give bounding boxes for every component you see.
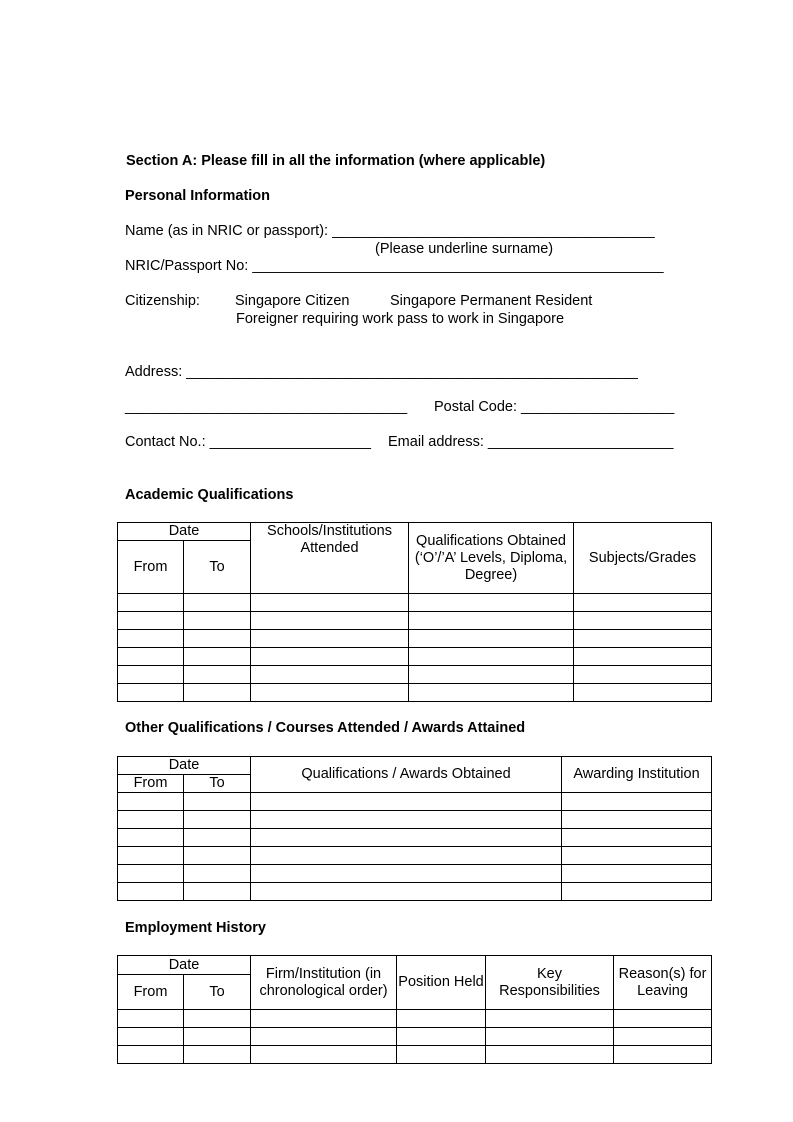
- table-cell[interactable]: [574, 630, 712, 648]
- table-row: [118, 594, 712, 612]
- contact-number-field[interactable]: Contact No.: ____________________: [125, 434, 371, 450]
- table-cell[interactable]: [118, 793, 184, 811]
- qualifications-awards-header: Qualifications / Awards Obtained: [251, 757, 562, 793]
- table-cell[interactable]: [251, 612, 409, 630]
- citizenship-option-citizen[interactable]: Singapore Citizen: [235, 293, 350, 309]
- table-cell[interactable]: [614, 1028, 712, 1046]
- table-cell[interactable]: [409, 594, 574, 612]
- table-cell[interactable]: [118, 1046, 184, 1064]
- table-cell[interactable]: [409, 666, 574, 684]
- date-header: Date: [118, 523, 251, 541]
- table-cell[interactable]: [562, 847, 712, 865]
- other-qualifications-heading: Other Qualifications / Courses Attended / Awards Attained: [125, 720, 526, 736]
- table-cell[interactable]: [118, 811, 184, 829]
- academic-heading: Academic Qualifications: [125, 487, 294, 503]
- table-cell[interactable]: [562, 865, 712, 883]
- table-cell[interactable]: [251, 847, 562, 865]
- table-cell[interactable]: [184, 594, 251, 612]
- table-cell[interactable]: [562, 829, 712, 847]
- table-row: [118, 666, 712, 684]
- table-cell[interactable]: [118, 666, 184, 684]
- address-line2-field[interactable]: ___________________________________: [125, 399, 408, 415]
- table-cell[interactable]: [251, 594, 409, 612]
- table-row: [118, 1010, 712, 1028]
- table-cell[interactable]: [409, 612, 574, 630]
- table-row: [118, 811, 712, 829]
- table-row: [118, 865, 712, 883]
- table-cell[interactable]: [486, 1010, 614, 1028]
- table-row: [118, 847, 712, 865]
- employment-table: [117, 955, 712, 1064]
- table-row: [118, 883, 712, 901]
- table-cell[interactable]: [562, 811, 712, 829]
- table-cell[interactable]: [184, 648, 251, 666]
- table-cell[interactable]: [409, 630, 574, 648]
- other-qualifications-table: [117, 756, 712, 901]
- table-cell[interactable]: [184, 811, 251, 829]
- table-cell[interactable]: [251, 865, 562, 883]
- table-cell[interactable]: [614, 1010, 712, 1028]
- table-row: [118, 648, 712, 666]
- table-cell[interactable]: [118, 594, 184, 612]
- table-row: [118, 829, 712, 847]
- table-cell[interactable]: [397, 1010, 486, 1028]
- subjects-header: Subjects/Grades: [574, 523, 712, 594]
- table-cell[interactable]: [251, 630, 409, 648]
- table-cell[interactable]: [251, 666, 409, 684]
- nric-field[interactable]: NRIC/Passport No: ___________________________________________________: [125, 258, 664, 274]
- date-header: Date: [118, 757, 251, 775]
- reason-leaving-header: Reason(s) for Leaving: [614, 956, 712, 1010]
- citizenship-label: Citizenship:: [125, 293, 200, 309]
- table-cell[interactable]: [184, 1046, 251, 1064]
- from-header: From: [118, 541, 184, 594]
- table-cell[interactable]: [251, 1046, 397, 1064]
- section-a-title: Section A: Please fill in all the information (where applicable): [126, 153, 546, 169]
- table-cell[interactable]: [562, 883, 712, 901]
- name-field[interactable]: Name (as in NRIC or passport): ________________________________________: [125, 223, 655, 239]
- table-cell[interactable]: [118, 612, 184, 630]
- table-cell[interactable]: [118, 865, 184, 883]
- table-row: [118, 1046, 712, 1064]
- table-cell[interactable]: [251, 684, 409, 702]
- table-cell[interactable]: [574, 594, 712, 612]
- table-cell[interactable]: [118, 1010, 184, 1028]
- qualifications-header: Qualifications Obtained (‘O’/’A’ Levels, Diploma, Degree): [409, 523, 574, 594]
- table-cell[interactable]: [409, 648, 574, 666]
- personal-info-heading: Personal Information: [125, 188, 271, 204]
- citizenship-option-foreigner[interactable]: Foreigner requiring work pass to work in Singapore: [236, 311, 565, 327]
- table-cell[interactable]: [118, 648, 184, 666]
- table-cell[interactable]: [251, 793, 562, 811]
- table-cell[interactable]: [118, 847, 184, 865]
- table-cell[interactable]: [184, 793, 251, 811]
- table-cell[interactable]: [118, 630, 184, 648]
- table-cell[interactable]: [251, 1028, 397, 1046]
- to-header: To: [184, 975, 251, 1010]
- table-cell[interactable]: [574, 684, 712, 702]
- firm-header: Firm/Institution (in chronological order): [251, 956, 397, 1010]
- citizenship-option-pr[interactable]: Singapore Permanent Resident: [390, 293, 593, 309]
- table-cell[interactable]: [409, 684, 574, 702]
- academic-table: [117, 522, 712, 702]
- email-field[interactable]: Email address: _______________________: [388, 434, 674, 450]
- to-header: To: [184, 541, 251, 594]
- table-cell[interactable]: [251, 648, 409, 666]
- table-cell[interactable]: [184, 666, 251, 684]
- responsibilities-header: Key Responsibilities: [486, 956, 614, 1010]
- table-cell[interactable]: [184, 630, 251, 648]
- table-row: [118, 684, 712, 702]
- table-cell[interactable]: [486, 1028, 614, 1046]
- table-cell[interactable]: [574, 666, 712, 684]
- table-row: [118, 630, 712, 648]
- awarding-institution-header: Awarding Institution: [562, 757, 712, 793]
- table-cell[interactable]: [184, 684, 251, 702]
- table-cell[interactable]: [184, 883, 251, 901]
- name-note: (Please underline surname): [375, 241, 554, 257]
- table-cell[interactable]: [486, 1046, 614, 1064]
- table-cell[interactable]: [118, 1028, 184, 1046]
- table-cell[interactable]: [251, 1010, 397, 1028]
- schools-header: Schools/Institutions Attended: [251, 523, 409, 594]
- from-header: From: [118, 975, 184, 1010]
- table-cell[interactable]: [184, 847, 251, 865]
- table-cell[interactable]: [118, 829, 184, 847]
- postal-code-field[interactable]: Postal Code: ___________________: [434, 399, 675, 415]
- date-header: Date: [118, 956, 251, 975]
- table-cell[interactable]: [118, 684, 184, 702]
- table-cell[interactable]: [251, 829, 562, 847]
- table-cell[interactable]: [184, 829, 251, 847]
- table-cell[interactable]: [574, 612, 712, 630]
- address-field[interactable]: Address: ________________________________________________________: [125, 364, 638, 380]
- table-row: [118, 1028, 712, 1046]
- table-cell[interactable]: [614, 1046, 712, 1064]
- table-row: [118, 612, 712, 630]
- table-cell[interactable]: [574, 648, 712, 666]
- table-cell[interactable]: [184, 1010, 251, 1028]
- table-cell[interactable]: [118, 883, 184, 901]
- to-header: To: [184, 775, 251, 793]
- table-cell[interactable]: [397, 1046, 486, 1064]
- employment-heading: Employment History: [125, 920, 266, 936]
- table-cell[interactable]: [397, 1028, 486, 1046]
- table-cell[interactable]: [184, 1028, 251, 1046]
- table-cell[interactable]: [562, 793, 712, 811]
- position-header: Position Held: [397, 956, 486, 1010]
- table-cell[interactable]: [251, 811, 562, 829]
- table-cell[interactable]: [251, 883, 562, 901]
- table-cell[interactable]: [184, 612, 251, 630]
- from-header: From: [118, 775, 184, 793]
- table-cell[interactable]: [184, 865, 251, 883]
- table-row: [118, 793, 712, 811]
